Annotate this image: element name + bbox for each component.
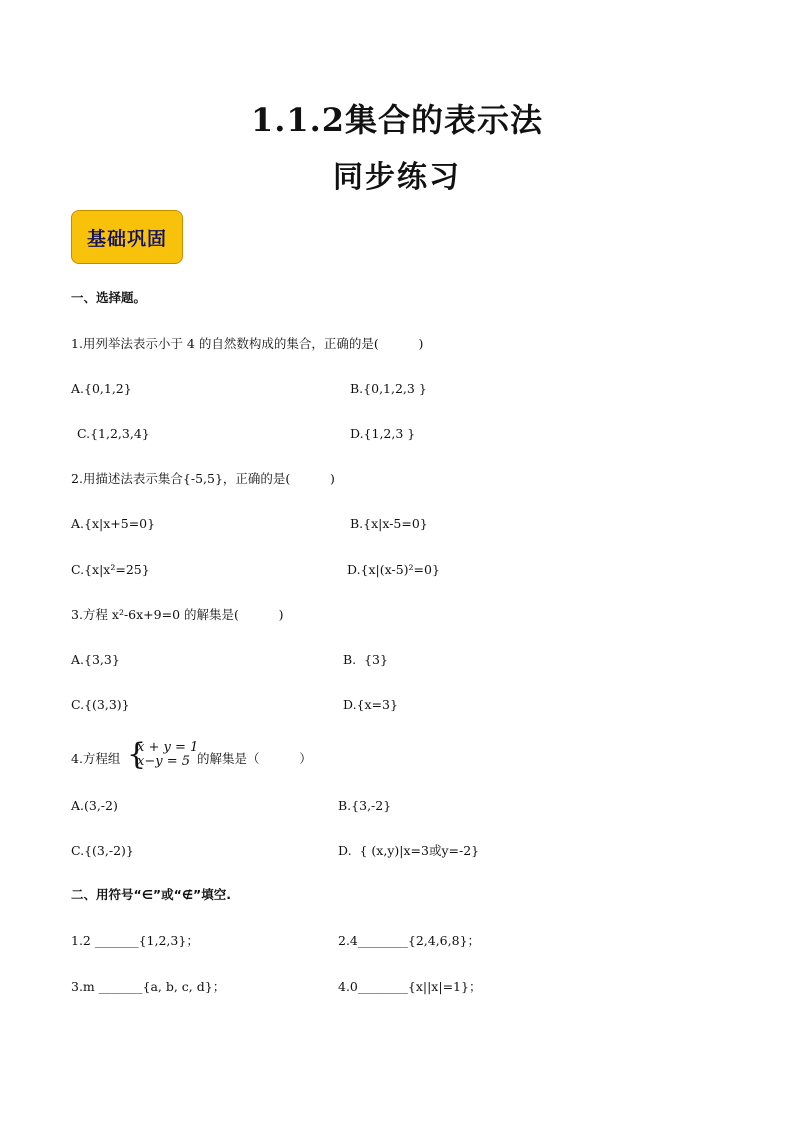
- question-1-option-d: D.{1,2,3 }: [350, 426, 416, 441]
- fill-item-3: 3.m _______{a, b, c, d}；: [71, 979, 226, 994]
- question-2-stem: 2.用描述法表示集合{-5,5}，正确的是( ): [71, 471, 335, 486]
- fill-item-4: 4.0________{x||x|=1}；: [338, 979, 482, 994]
- question-3-option-c: C.{(3,3)}: [71, 697, 130, 712]
- question-2-option-c: C.{x|x²=25}: [71, 562, 150, 577]
- fill-item-1: 1.2 _______{1,2,3}；: [71, 933, 199, 948]
- question-2-option-d: D.{x|(x-5)²=0}: [347, 562, 440, 577]
- question-4-suffix: 的解集是（ ）: [197, 751, 312, 766]
- question-4-option-a: A.(3,-2): [71, 798, 118, 813]
- page-title: 1.1.2集合的表示法: [250, 101, 544, 139]
- question-3-option-a: A.{3,3}: [71, 652, 120, 667]
- question-1-option-c: C.{1,2,3,4}: [77, 426, 150, 441]
- equation-1: x + y = 1: [137, 740, 199, 755]
- page-subtitle: 同步练习: [333, 160, 461, 195]
- question-2-option-b: B.{x|x-5=0}: [350, 516, 428, 531]
- section-heading-fill: 二、用符号“∈”或“∉”填空.: [71, 887, 232, 902]
- question-4-prefix: 4.方程组: [71, 751, 121, 766]
- question-3-option-b: B. {3}: [343, 652, 388, 667]
- question-3-stem: 3.方程 x²-6x+9=0 的解集是( ): [71, 607, 284, 622]
- equation-2: x−y = 5: [137, 754, 190, 769]
- brace-icon: {: [127, 737, 147, 772]
- question-4-option-b: B.{3,-2}: [338, 798, 392, 813]
- question-2-option-a: A.{x|x+5=0}: [71, 516, 156, 531]
- question-4-option-c: C.{(3,-2)}: [71, 843, 134, 858]
- question-4-option-d: D. { (x,y)|x=3或y=-2}: [338, 843, 480, 858]
- fill-item-2: 2.4________{2,4,6,8}；: [338, 933, 481, 948]
- question-3-option-d: D.{x=3}: [343, 697, 398, 712]
- question-1-option-b: B.{0,1,2,3 }: [350, 381, 427, 396]
- question-1-option-a: A.{0,1,2}: [71, 381, 132, 396]
- section-heading-choice: 一、选择题。: [71, 290, 147, 305]
- question-1-stem: 1.用列举法表示小于 4 的自然数构成的集合，正确的是( ): [71, 336, 424, 351]
- section-badge: [71, 210, 183, 264]
- badge-label: 基础巩固: [86, 227, 167, 250]
